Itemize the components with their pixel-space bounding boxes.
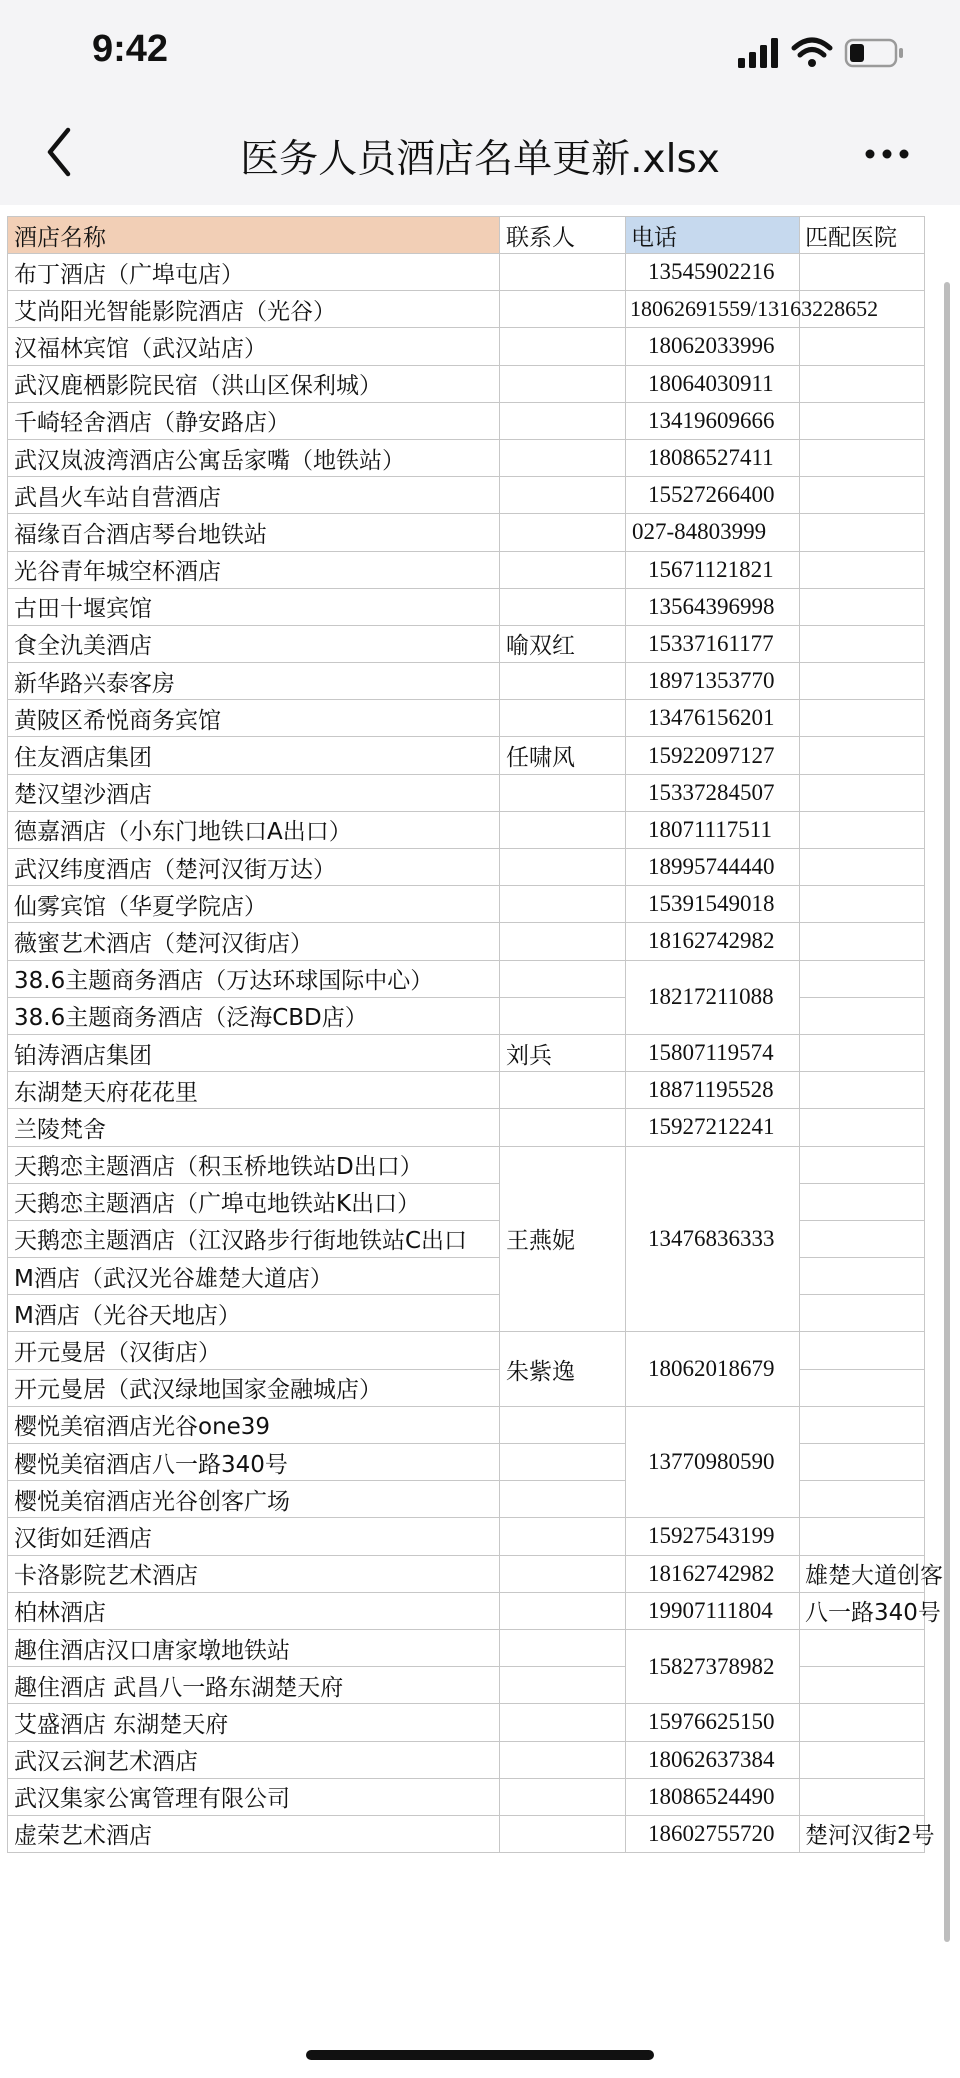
cell-hotel-name[interactable]: 天鹅恋主题酒店（广埠屯地铁站K出口） <box>8 1183 500 1220</box>
cell-hospital[interactable] <box>800 886 925 923</box>
cell-contact[interactable] <box>500 1704 626 1741</box>
cell-phone[interactable]: 18162742982 <box>626 923 800 960</box>
table-row <box>8 886 925 923</box>
table-row <box>8 328 925 365</box>
cell-contact[interactable] <box>500 328 626 365</box>
table-row <box>8 402 925 439</box>
file-title: 医务人员酒店名单更新.xlsx <box>240 137 720 182</box>
cell-contact[interactable] <box>500 886 626 923</box>
cell-hotel-name[interactable]: 布丁酒店（广埠屯店） <box>8 254 500 291</box>
cell-hospital[interactable] <box>800 849 925 886</box>
cell-phone[interactable]: 18062637384 <box>626 1741 800 1778</box>
cell-hotel-name[interactable]: 天鹅恋主题酒店（积玉桥地铁站D出口） <box>8 1146 500 1183</box>
cell-contact[interactable] <box>500 1555 626 1592</box>
cell-hotel-name[interactable]: 汉福林宾馆（武汉站店） <box>8 328 500 365</box>
cell-phone[interactable]: 18995744440 <box>626 849 800 886</box>
cell-hotel-name[interactable]: M酒店（武汉光谷雄楚大道店） <box>8 1258 500 1295</box>
cell-hospital[interactable] <box>800 663 925 700</box>
table-row <box>8 774 925 811</box>
cell-contact[interactable] <box>500 365 626 402</box>
cell-hospital[interactable] <box>800 1258 925 1295</box>
cell-hotel-name[interactable]: 汉街如廷酒店 <box>8 1518 500 1555</box>
table-row <box>8 923 925 960</box>
cell-hospital[interactable] <box>800 1704 925 1741</box>
cell-contact[interactable] <box>500 960 626 997</box>
cell-phone[interactable]: 13564396998 <box>626 588 800 625</box>
cell-contact[interactable] <box>500 700 626 737</box>
cell-contact[interactable] <box>500 1741 626 1778</box>
header-phone[interactable]: 电话 <box>626 217 800 254</box>
cell-phone[interactable]: 15807119574 <box>626 1034 800 1071</box>
cell-contact[interactable] <box>500 514 626 551</box>
cell-hotel-name[interactable]: 开元曼居（汉街店） <box>8 1332 500 1369</box>
table-row <box>8 700 925 737</box>
hotel-table <box>7 216 943 1853</box>
cell-contact[interactable] <box>500 1667 626 1704</box>
cell-hotel-name[interactable]: 东湖楚天府花花里 <box>8 1072 500 1109</box>
cell-contact[interactable] <box>500 1778 626 1815</box>
cell-hotel-name[interactable]: 铂涛酒店集团 <box>8 1034 500 1071</box>
cell-hospital[interactable] <box>800 551 925 588</box>
table-row <box>8 1592 925 1629</box>
cell-hospital[interactable] <box>800 1109 925 1146</box>
cell-hotel-name[interactable]: 武汉纬度酒店（楚河汉街万达） <box>8 849 500 886</box>
table-row <box>8 254 925 291</box>
cell-hospital[interactable] <box>800 477 925 514</box>
table-row <box>8 1741 925 1778</box>
cell-hospital[interactable] <box>800 960 925 997</box>
cell-phone[interactable]: 13770980590 <box>626 1406 800 1518</box>
cell-hotel-name[interactable]: 仙雾宾馆（华夏学院店） <box>8 886 500 923</box>
battery-icon <box>846 40 903 66</box>
table-row <box>8 365 925 402</box>
cell-hospital[interactable] <box>800 1295 925 1332</box>
table-row <box>8 1072 925 1109</box>
cell-hospital[interactable] <box>800 254 925 291</box>
cell-hotel-name[interactable]: 武昌火车站自营酒店 <box>8 477 500 514</box>
table-row <box>8 291 925 328</box>
cell-hospital[interactable]: 八一路340号 <box>800 1592 925 1629</box>
cell-contact[interactable] <box>500 1109 626 1146</box>
cell-hospital[interactable] <box>800 737 925 774</box>
cell-phone[interactable]: 15827378982 <box>626 1629 800 1703</box>
cell-contact[interactable] <box>500 1592 626 1629</box>
cell-phone[interactable]: 15337284507 <box>626 774 800 811</box>
cell-hotel-name[interactable]: 武汉岚波湾酒店公寓岳家嘴（地铁站） <box>8 439 500 476</box>
table-row <box>8 1704 925 1741</box>
cell-hotel-name[interactable]: M酒店（光谷天地店） <box>8 1295 500 1332</box>
cell-hotel-name[interactable]: 薇蜜艺术酒店（楚河汉街店） <box>8 923 500 960</box>
cell-phone[interactable]: 13545902216 <box>626 254 800 291</box>
cell-hospital[interactable] <box>800 1741 925 1778</box>
cell-hotel-name[interactable]: 开元曼居（武汉绿地国家金融城店） <box>8 1369 500 1406</box>
cell-hospital[interactable] <box>800 402 925 439</box>
table-row <box>8 1778 925 1815</box>
cell-hospital[interactable] <box>800 1072 925 1109</box>
table-row <box>8 1034 925 1071</box>
cell-hotel-name[interactable]: 福缘百合酒店琴台地铁站 <box>8 514 500 551</box>
cell-hospital[interactable] <box>800 1220 925 1257</box>
cell-phone[interactable]: 19907111804 <box>626 1592 800 1629</box>
cell-contact[interactable] <box>500 849 626 886</box>
table-row <box>8 960 925 997</box>
cell-phone[interactable]: 18086524490 <box>626 1778 800 1815</box>
table-header-row <box>8 217 925 254</box>
table-row <box>8 588 925 625</box>
cell-hotel-name[interactable]: 虚荣艺术酒店 <box>8 1815 500 1852</box>
cell-hotel-name[interactable]: 柏林酒店 <box>8 1592 500 1629</box>
cell-contact[interactable] <box>500 1629 626 1666</box>
cell-phone[interactable]: 15527266400 <box>626 477 800 514</box>
top-navigation-bar <box>0 0 960 205</box>
cell-hotel-name[interactable]: 趣住酒店汉口唐家墩地铁站 <box>8 1629 500 1666</box>
cell-hotel-name[interactable]: 兰陵梵舍 <box>8 1109 500 1146</box>
table-row <box>8 849 925 886</box>
cell-contact[interactable] <box>500 1406 626 1443</box>
cell-hotel-name[interactable]: 趣住酒店 武昌八一路东湖楚天府 <box>8 1667 500 1704</box>
cell-phone[interactable]: 18162742982 <box>626 1555 800 1592</box>
cell-hotel-name[interactable]: 樱悦美宿酒店光谷one39 <box>8 1406 500 1443</box>
cell-hotel-name[interactable]: 艾尚阳光智能影院酒店（光谷） <box>8 291 500 328</box>
cell-contact[interactable] <box>500 663 626 700</box>
table-row <box>8 737 925 774</box>
spreadsheet <box>7 216 943 1853</box>
cell-hospital[interactable] <box>800 625 925 662</box>
cell-hospital[interactable] <box>800 514 925 551</box>
wifi-icon <box>794 40 830 67</box>
cell-hotel-name[interactable]: 38.6主题商务酒店（万达环球国际中心） <box>8 960 500 997</box>
cell-contact[interactable] <box>500 1444 626 1481</box>
cell-hotel-name[interactable]: 千崎轻舍酒店（静安路店） <box>8 402 500 439</box>
cell-contact[interactable] <box>500 291 626 328</box>
table-row <box>8 1332 925 1369</box>
header-hotel-name[interactable]: 酒店名称 <box>8 217 500 254</box>
table-row <box>8 625 925 662</box>
table-row <box>8 663 925 700</box>
cell-phone[interactable]: 18062033996 <box>626 328 800 365</box>
cell-hospital[interactable] <box>800 439 925 476</box>
cell-contact[interactable]: 王燕妮 <box>500 1146 626 1332</box>
cell-hospital[interactable] <box>800 700 925 737</box>
cell-phone[interactable]: 15337161177 <box>626 625 800 662</box>
table-row <box>8 514 925 551</box>
cell-contact[interactable] <box>500 402 626 439</box>
cell-hospital[interactable] <box>800 774 925 811</box>
vertical-scrollbar[interactable] <box>944 282 950 1942</box>
cellular-signal-icon <box>738 38 778 68</box>
cell-hospital[interactable] <box>800 1406 925 1443</box>
cell-phone[interactable]: 15922097127 <box>626 737 800 774</box>
cell-contact[interactable] <box>500 439 626 476</box>
cell-hotel-name[interactable]: 光谷青年城空杯酒店 <box>8 551 500 588</box>
cell-hospital[interactable]: 雄楚大道创客 <box>800 1555 925 1592</box>
cell-hotel-name[interactable]: 武汉鹿栖影院民宿（洪山区保利城） <box>8 365 500 402</box>
cell-phone[interactable]: 18602755720 <box>626 1815 800 1852</box>
table-row <box>8 811 925 848</box>
cell-contact[interactable] <box>500 1815 626 1852</box>
cell-phone[interactable]: 15927543199 <box>626 1518 800 1555</box>
cell-phone[interactable]: 18871195528 <box>626 1072 800 1109</box>
cell-hospital[interactable] <box>800 1518 925 1555</box>
cell-phone[interactable]: 18086527411 <box>626 439 800 476</box>
cell-hotel-name[interactable]: 食全氿美酒店 <box>8 625 500 662</box>
cell-hotel-name[interactable]: 天鹅恋主题酒店（江汉路步行街地铁站C出口 <box>8 1220 500 1257</box>
cell-hotel-name[interactable]: 德嘉酒店（小东门地铁口A出口） <box>8 811 500 848</box>
table-row <box>8 1109 925 1146</box>
cell-contact[interactable]: 刘兵 <box>500 1034 626 1071</box>
cell-contact[interactable] <box>500 923 626 960</box>
cell-hotel-name[interactable]: 38.6主题商务酒店（泛海CBD店） <box>8 997 500 1034</box>
cell-hospital[interactable] <box>800 328 925 365</box>
cell-hotel-name[interactable]: 卡洛影院艺术酒店 <box>8 1555 500 1592</box>
cell-phone[interactable]: 18062018679 <box>626 1332 800 1406</box>
cell-hospital[interactable] <box>800 365 925 402</box>
cell-contact[interactable] <box>500 774 626 811</box>
table-row <box>8 1146 925 1183</box>
cell-phone[interactable]: 027-84803999 <box>626 514 800 551</box>
table-row <box>8 551 925 588</box>
cell-hotel-name[interactable]: 新华路兴泰客房 <box>8 663 500 700</box>
cell-hospital[interactable]: 楚河汉街2号 <box>800 1815 925 1852</box>
cell-contact[interactable]: 喻双红 <box>500 625 626 662</box>
cell-hotel-name[interactable]: 武汉集家公寓管理有限公司 <box>8 1778 500 1815</box>
header-contact[interactable]: 联系人 <box>500 217 626 254</box>
cell-phone[interactable]: 18217211088 <box>626 960 800 1034</box>
cell-hotel-name[interactable]: 艾盛酒店 东湖楚天府 <box>8 1704 500 1741</box>
cell-contact[interactable] <box>500 551 626 588</box>
cell-phone[interactable]: 13476836333 <box>626 1146 800 1332</box>
table-row <box>8 1629 925 1666</box>
cell-hotel-name[interactable]: 楚汉望沙酒店 <box>8 774 500 811</box>
table-row <box>8 477 925 514</box>
cell-phone[interactable]: 15976625150 <box>626 1704 800 1741</box>
cell-phone[interactable]: 18071117511 <box>626 811 800 848</box>
cell-hotel-name[interactable]: 樱悦美宿酒店光谷创客广场 <box>8 1481 500 1518</box>
cell-hospital[interactable] <box>800 1778 925 1815</box>
cell-contact[interactable] <box>500 811 626 848</box>
cell-hospital[interactable] <box>800 1034 925 1071</box>
home-indicator[interactable] <box>306 2050 654 2060</box>
cell-contact[interactable]: 任啸风 <box>500 737 626 774</box>
cell-phone[interactable]: 13476156201 <box>626 700 800 737</box>
cell-contact[interactable] <box>500 1481 626 1518</box>
cell-hospital[interactable] <box>800 811 925 848</box>
table-row <box>8 1518 925 1555</box>
cell-hospital[interactable] <box>800 1629 925 1666</box>
table-row <box>8 1815 925 1852</box>
table-row <box>8 439 925 476</box>
more-options-icon[interactable] <box>862 134 912 174</box>
cell-contact[interactable] <box>500 254 626 291</box>
header-hospital[interactable]: 匹配医院 <box>800 217 925 254</box>
cell-phone[interactable]: 18971353770 <box>626 663 800 700</box>
cell-phone[interactable]: 15927212241 <box>626 1109 800 1146</box>
cell-hospital[interactable] <box>800 923 925 960</box>
cell-phone[interactable]: 13419609666 <box>626 402 800 439</box>
cell-hospital[interactable] <box>800 1667 925 1704</box>
table-row <box>8 1555 925 1592</box>
cell-contact[interactable] <box>500 1072 626 1109</box>
cell-hospital[interactable] <box>800 1481 925 1518</box>
cell-hospital[interactable] <box>800 997 925 1034</box>
cell-hotel-name[interactable]: 住友酒店集团 <box>8 737 500 774</box>
cell-hospital[interactable] <box>800 1444 925 1481</box>
status-time: 9:42 <box>92 28 169 70</box>
cell-contact[interactable]: 朱紫逸 <box>500 1332 626 1406</box>
cell-phone[interactable]: 15671121821 <box>626 551 800 588</box>
cell-hotel-name[interactable]: 古田十堰宾馆 <box>8 588 500 625</box>
table-row <box>8 1406 925 1443</box>
cell-phone[interactable]: 15391549018 <box>626 886 800 923</box>
cell-hospital[interactable] <box>800 1146 925 1183</box>
cell-hospital[interactable] <box>800 1332 925 1369</box>
cell-contact[interactable] <box>500 997 626 1034</box>
cell-hotel-name[interactable]: 武汉云涧艺术酒店 <box>8 1741 500 1778</box>
cell-phone[interactable]: 18062691559/13163228652 <box>626 291 800 328</box>
cell-hospital[interactable] <box>800 1183 925 1220</box>
cell-hospital[interactable] <box>800 588 925 625</box>
cell-contact[interactable] <box>500 588 626 625</box>
cell-hospital[interactable] <box>800 1369 925 1406</box>
cell-contact[interactable] <box>500 1518 626 1555</box>
cell-hotel-name[interactable]: 樱悦美宿酒店八一路340号 <box>8 1444 500 1481</box>
cell-hotel-name[interactable]: 黄陂区希悦商务宾馆 <box>8 700 500 737</box>
cell-contact[interactable] <box>500 477 626 514</box>
status-icons <box>738 34 908 70</box>
cell-phone[interactable]: 18064030911 <box>626 365 800 402</box>
